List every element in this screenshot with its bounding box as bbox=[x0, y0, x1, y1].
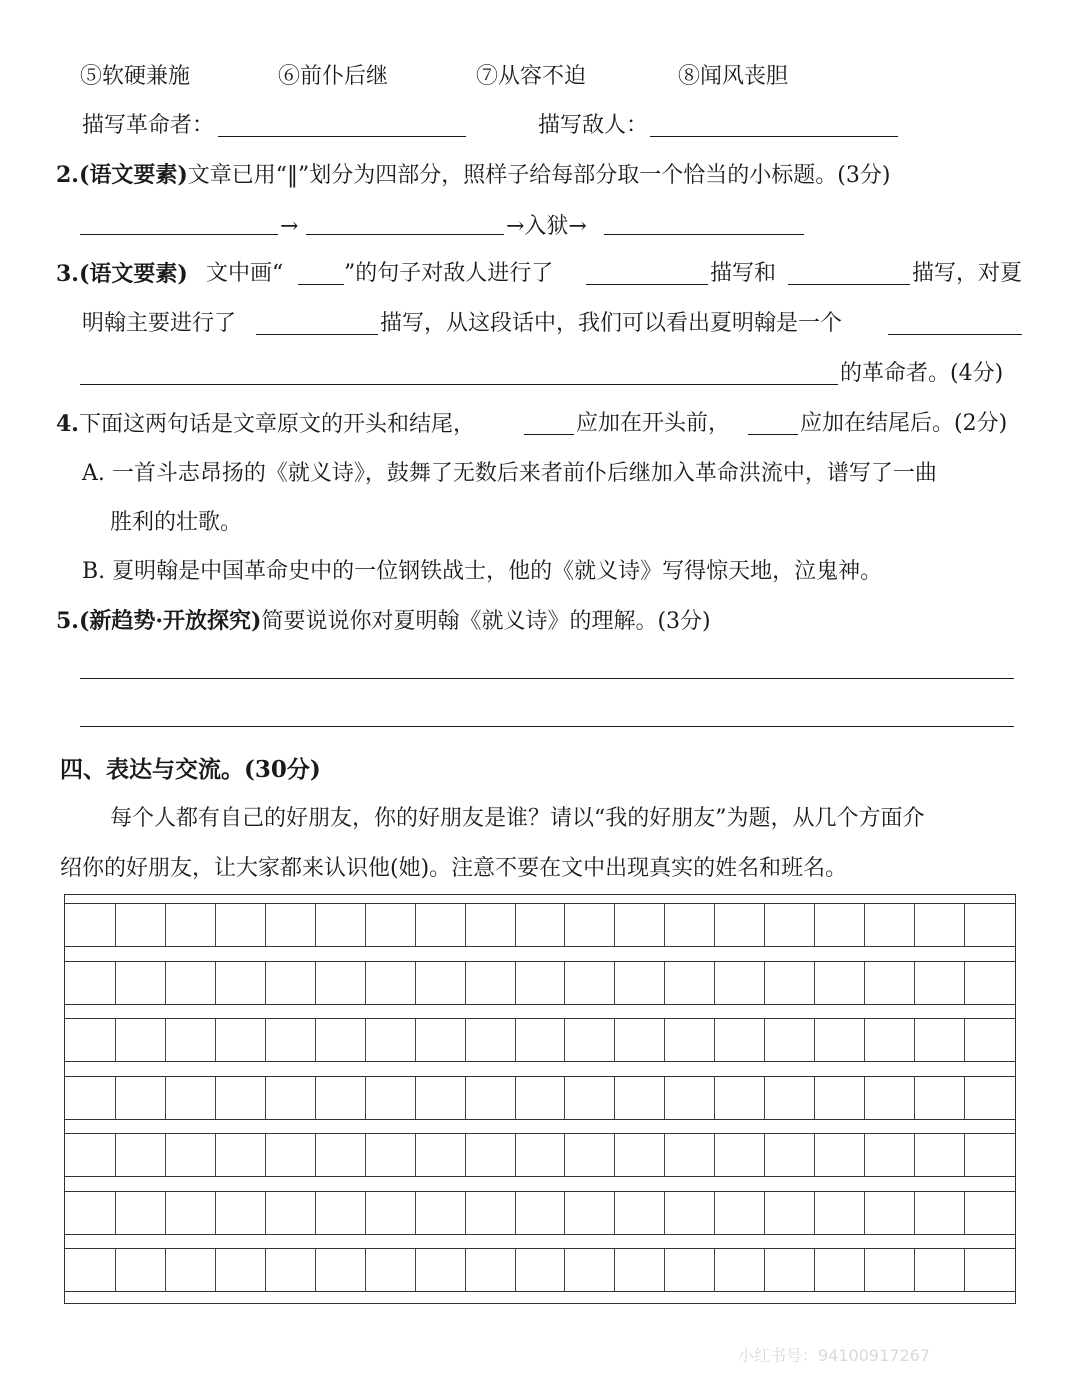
q3-tag: (语文要素) bbox=[78, 261, 188, 287]
enemy-label: 描写敌人： bbox=[538, 113, 649, 138]
grid-cell[interactable] bbox=[614, 1077, 664, 1119]
grid-cell[interactable] bbox=[265, 962, 315, 1004]
grid-cell[interactable] bbox=[415, 1019, 465, 1061]
grid-cell[interactable] bbox=[864, 1134, 914, 1176]
grid-cell[interactable] bbox=[664, 1249, 714, 1291]
grid-cell[interactable] bbox=[265, 1249, 315, 1291]
q2-blank-2[interactable] bbox=[306, 234, 504, 235]
grid-cell[interactable] bbox=[465, 1249, 515, 1291]
grid-cell[interactable] bbox=[415, 962, 465, 1004]
grid-cell[interactable] bbox=[515, 1249, 565, 1291]
grid-row bbox=[65, 1018, 1015, 1062]
grid-cell[interactable] bbox=[564, 962, 614, 1004]
grid-cell[interactable] bbox=[564, 1019, 614, 1061]
grid-cell[interactable] bbox=[714, 904, 764, 946]
q5-number: 5. bbox=[56, 608, 79, 634]
grid-row bbox=[65, 1076, 1015, 1120]
grid-cell[interactable] bbox=[265, 1019, 315, 1061]
grid-cell[interactable] bbox=[415, 904, 465, 946]
grid-cell[interactable] bbox=[564, 904, 614, 946]
q3-line2b: 描写，从这段话中，我们可以看出夏明翰是一个 bbox=[380, 311, 843, 336]
q3-part2: ”的句子对敌人进行了 bbox=[344, 261, 554, 286]
section-4-title: 四、表达与交流。(30分) bbox=[60, 756, 321, 783]
grid-cell[interactable] bbox=[265, 1134, 315, 1176]
grid-cell[interactable] bbox=[515, 1019, 565, 1061]
grid-cell[interactable] bbox=[714, 962, 764, 1004]
grid-cell[interactable] bbox=[764, 1249, 814, 1291]
question-2 bbox=[56, 160, 890, 191]
q3-part1: 文中画“ bbox=[206, 261, 284, 286]
grid-cell[interactable] bbox=[165, 1249, 215, 1291]
grid-row bbox=[65, 961, 1015, 1005]
grid-cell[interactable] bbox=[315, 1077, 365, 1119]
grid-cell[interactable] bbox=[65, 962, 115, 1004]
q3-blank-3[interactable] bbox=[256, 334, 378, 335]
grid-cell[interactable] bbox=[215, 1249, 265, 1291]
grid-cell[interactable] bbox=[65, 904, 115, 946]
grid-row bbox=[65, 1133, 1015, 1177]
grid-cell[interactable] bbox=[215, 962, 265, 1004]
grid-cell[interactable] bbox=[465, 1019, 515, 1061]
grid-cell[interactable] bbox=[315, 1192, 365, 1234]
grid-cell[interactable] bbox=[515, 962, 565, 1004]
grid-cell[interactable] bbox=[115, 1192, 165, 1234]
grid-cell[interactable] bbox=[764, 1077, 814, 1119]
grid-cell[interactable] bbox=[165, 1192, 215, 1234]
grid-cell[interactable] bbox=[65, 1019, 115, 1061]
q3-blank-5[interactable] bbox=[80, 384, 838, 385]
q3-blank-1[interactable] bbox=[586, 284, 708, 285]
grid-cell[interactable] bbox=[664, 1019, 714, 1061]
grid-cell[interactable] bbox=[864, 1249, 914, 1291]
grid-cell[interactable] bbox=[165, 1019, 215, 1061]
idiom-5: ⑤软硬兼施 bbox=[80, 64, 191, 89]
grid-cell[interactable] bbox=[864, 1019, 914, 1061]
grid-cell[interactable] bbox=[515, 904, 565, 946]
section-4-prompt-line2: 绍你的好朋友，让大家都来认识他(她)。注意不要在文中出现真实的姓名和班名。 bbox=[60, 856, 848, 881]
grid-cell[interactable] bbox=[864, 904, 914, 946]
grid-cell[interactable] bbox=[465, 1192, 515, 1234]
grid-cell[interactable] bbox=[664, 904, 714, 946]
grid-cell[interactable] bbox=[115, 1077, 165, 1119]
question-5 bbox=[56, 606, 711, 637]
grid-cell[interactable] bbox=[764, 1192, 814, 1234]
grid-cell[interactable] bbox=[215, 1019, 265, 1061]
grid-cell[interactable] bbox=[914, 1192, 964, 1234]
q3-number: 3. bbox=[56, 261, 79, 287]
grid-cell[interactable] bbox=[265, 1192, 315, 1234]
q4-part1: 下面这两句话是文章原文的开头和结尾， bbox=[78, 412, 475, 437]
grid-cell[interactable] bbox=[365, 1249, 415, 1291]
grid-cell[interactable] bbox=[964, 1249, 1014, 1291]
grid-cell[interactable] bbox=[614, 1134, 664, 1176]
grid-cell[interactable] bbox=[864, 962, 914, 1004]
grid-cell[interactable] bbox=[614, 1192, 664, 1234]
enemy-answer-blank[interactable] bbox=[650, 136, 898, 137]
grid-cell[interactable] bbox=[564, 1134, 614, 1176]
grid-cell[interactable] bbox=[614, 1249, 664, 1291]
grid-cell[interactable] bbox=[814, 1192, 864, 1234]
grid-cell[interactable] bbox=[315, 1134, 365, 1176]
grid-cell[interactable] bbox=[315, 962, 365, 1004]
grid-cell[interactable] bbox=[564, 1249, 614, 1291]
grid-cell[interactable] bbox=[465, 1077, 515, 1119]
grid-cell[interactable] bbox=[814, 962, 864, 1004]
grid-cell[interactable] bbox=[215, 1192, 265, 1234]
grid-cell[interactable] bbox=[714, 1019, 764, 1061]
grid-cell[interactable] bbox=[664, 1192, 714, 1234]
grid-cell[interactable] bbox=[165, 904, 215, 946]
grid-cell[interactable] bbox=[764, 962, 814, 1004]
grid-cell[interactable] bbox=[664, 1134, 714, 1176]
grid-cell[interactable] bbox=[814, 904, 864, 946]
grid-cell[interactable] bbox=[315, 1019, 365, 1061]
grid-row bbox=[65, 903, 1015, 947]
grid-cell[interactable] bbox=[465, 962, 515, 1004]
q3-number-tag bbox=[56, 259, 188, 290]
grid-cell[interactable] bbox=[614, 904, 664, 946]
grid-cell[interactable] bbox=[165, 1134, 215, 1176]
section-4-prompt-line1: 每个人都有自己的好朋友，你的好朋友是谁？请以“我的好朋友”为题，从几个方面介 bbox=[110, 806, 925, 831]
grid-cell[interactable] bbox=[964, 1077, 1014, 1119]
grid-cell[interactable] bbox=[515, 1134, 565, 1176]
q4-blank-start[interactable] bbox=[524, 434, 574, 435]
grid-cell[interactable] bbox=[564, 1192, 614, 1234]
grid-cell[interactable] bbox=[764, 1134, 814, 1176]
watermark-text: 小红书号：94100917267 bbox=[738, 1346, 930, 1365]
grid-cell[interactable] bbox=[115, 1249, 165, 1291]
q2-arrow-2: →入狱→ bbox=[506, 214, 587, 239]
q3-underline-sample bbox=[298, 284, 344, 285]
q2-arrow-1: → bbox=[280, 214, 299, 239]
q2-tag: (语文要素) bbox=[78, 162, 188, 188]
grid-row bbox=[65, 1248, 1015, 1292]
grid-cell[interactable] bbox=[564, 1077, 614, 1119]
grid-cell[interactable] bbox=[814, 1134, 864, 1176]
q2-blank-3[interactable] bbox=[604, 234, 804, 235]
grid-cell[interactable] bbox=[914, 1249, 964, 1291]
q3-part4: 描写，对夏 bbox=[912, 261, 1023, 286]
grid-cell[interactable] bbox=[964, 962, 1014, 1004]
grid-cell[interactable] bbox=[814, 1249, 864, 1291]
grid-cell[interactable] bbox=[964, 1134, 1014, 1176]
q2-text: 文章已用“‖”划分为四部分，照样子给每部分取一个恰当的小标题。(3分) bbox=[187, 163, 891, 188]
q3-blank-2[interactable] bbox=[788, 284, 910, 285]
grid-cell[interactable] bbox=[365, 962, 415, 1004]
revolutionary-label: 描写革命者： bbox=[82, 113, 215, 138]
grid-cell[interactable] bbox=[465, 1134, 515, 1176]
grid-cell[interactable] bbox=[914, 1077, 964, 1119]
q4-blank-end[interactable] bbox=[748, 434, 798, 435]
grid-cell[interactable] bbox=[415, 1192, 465, 1234]
grid-cell[interactable] bbox=[265, 904, 315, 946]
question-4 bbox=[56, 409, 475, 440]
grid-cell[interactable] bbox=[814, 1077, 864, 1119]
grid-cell[interactable] bbox=[415, 1134, 465, 1176]
q2-number: 2. bbox=[56, 162, 79, 188]
q4-option-a-line2: 胜利的壮歌。 bbox=[110, 510, 243, 535]
grid-cell[interactable] bbox=[964, 904, 1014, 946]
grid-cell[interactable] bbox=[165, 1077, 215, 1119]
grid-cell[interactable] bbox=[115, 1134, 165, 1176]
grid-cell[interactable] bbox=[964, 1192, 1014, 1234]
idiom-8: ⑧闻风丧胆 bbox=[678, 64, 789, 89]
grid-cell[interactable] bbox=[365, 1134, 415, 1176]
grid-cell[interactable] bbox=[914, 1134, 964, 1176]
grid-cell[interactable] bbox=[714, 1192, 764, 1234]
q3-blank-4[interactable] bbox=[888, 334, 1022, 335]
grid-cell[interactable] bbox=[864, 1192, 914, 1234]
grid-cell[interactable] bbox=[415, 1249, 465, 1291]
grid-cell[interactable] bbox=[65, 1077, 115, 1119]
grid-cell[interactable] bbox=[215, 1134, 265, 1176]
q5-tag: (新趋势·开放探究) bbox=[78, 608, 262, 634]
grid-cell[interactable] bbox=[664, 1077, 714, 1119]
grid-cell[interactable] bbox=[65, 1192, 115, 1234]
grid-cell[interactable] bbox=[515, 1077, 565, 1119]
grid-cell[interactable] bbox=[714, 1134, 764, 1176]
grid-cell[interactable] bbox=[664, 962, 714, 1004]
grid-cell[interactable] bbox=[515, 1192, 565, 1234]
grid-cell[interactable] bbox=[964, 1019, 1014, 1061]
q5-answer-line-1[interactable] bbox=[80, 678, 1014, 679]
grid-cell[interactable] bbox=[714, 1249, 764, 1291]
grid-cell[interactable] bbox=[365, 904, 415, 946]
grid-cell[interactable] bbox=[764, 904, 814, 946]
grid-cell[interactable] bbox=[115, 904, 165, 946]
grid-cell[interactable] bbox=[914, 1019, 964, 1061]
grid-cell[interactable] bbox=[914, 904, 964, 946]
grid-cell[interactable] bbox=[315, 904, 365, 946]
grid-cell[interactable] bbox=[215, 904, 265, 946]
q3-line3: 的革命者。(4分) bbox=[840, 361, 1004, 386]
q3-part3: 描写和 bbox=[710, 261, 777, 286]
grid-cell[interactable] bbox=[115, 1019, 165, 1061]
q5-text: 简要说说你对夏明翰《就义诗》的理解。(3分) bbox=[261, 609, 711, 634]
q4-part3: 应加在结尾后。(2分) bbox=[800, 411, 1008, 436]
grid-cell[interactable] bbox=[714, 1077, 764, 1119]
grid-cell[interactable] bbox=[315, 1249, 365, 1291]
grid-cell[interactable] bbox=[265, 1077, 315, 1119]
q4-part2: 应加在开头前， bbox=[576, 411, 731, 436]
q2-blank-1[interactable] bbox=[80, 234, 278, 235]
idiom-7: ⑦从容不迫 bbox=[476, 64, 587, 89]
grid-cell[interactable] bbox=[814, 1019, 864, 1061]
grid-cell[interactable] bbox=[415, 1077, 465, 1119]
q5-answer-line-2[interactable] bbox=[80, 726, 1014, 727]
grid-cell[interactable] bbox=[215, 1077, 265, 1119]
grid-cell[interactable] bbox=[165, 962, 215, 1004]
grid-cell[interactable] bbox=[764, 1019, 814, 1061]
composition-grid[interactable] bbox=[64, 894, 1016, 1304]
q3-line2a: 明翰主要进行了 bbox=[82, 311, 237, 336]
grid-cell[interactable] bbox=[365, 1192, 415, 1234]
grid-cell[interactable] bbox=[65, 1134, 115, 1176]
grid-cell[interactable] bbox=[614, 962, 664, 1004]
grid-cell[interactable] bbox=[465, 904, 515, 946]
q4-number: 4. bbox=[56, 411, 79, 437]
grid-cell[interactable] bbox=[365, 1019, 415, 1061]
grid-cell[interactable] bbox=[914, 962, 964, 1004]
grid-cell[interactable] bbox=[365, 1077, 415, 1119]
q4-option-b: B. 夏明翰是中国革命史中的一位钢铁战士，他的《就义诗》写得惊天地，泣鬼神。 bbox=[82, 559, 883, 584]
grid-cell[interactable] bbox=[65, 1249, 115, 1291]
grid-cell[interactable] bbox=[864, 1077, 914, 1119]
q4-option-a-line1: A. 一首斗志昂扬的《就义诗》，鼓舞了无数后来者前仆后继加入革命洪流中，谱写了一曲 bbox=[82, 461, 937, 486]
idiom-6: ⑥前仆后继 bbox=[278, 64, 389, 89]
grid-row bbox=[65, 1191, 1015, 1235]
grid-cell[interactable] bbox=[115, 962, 165, 1004]
grid-cell[interactable] bbox=[614, 1019, 664, 1061]
revolutionary-answer-blank[interactable] bbox=[218, 136, 466, 137]
